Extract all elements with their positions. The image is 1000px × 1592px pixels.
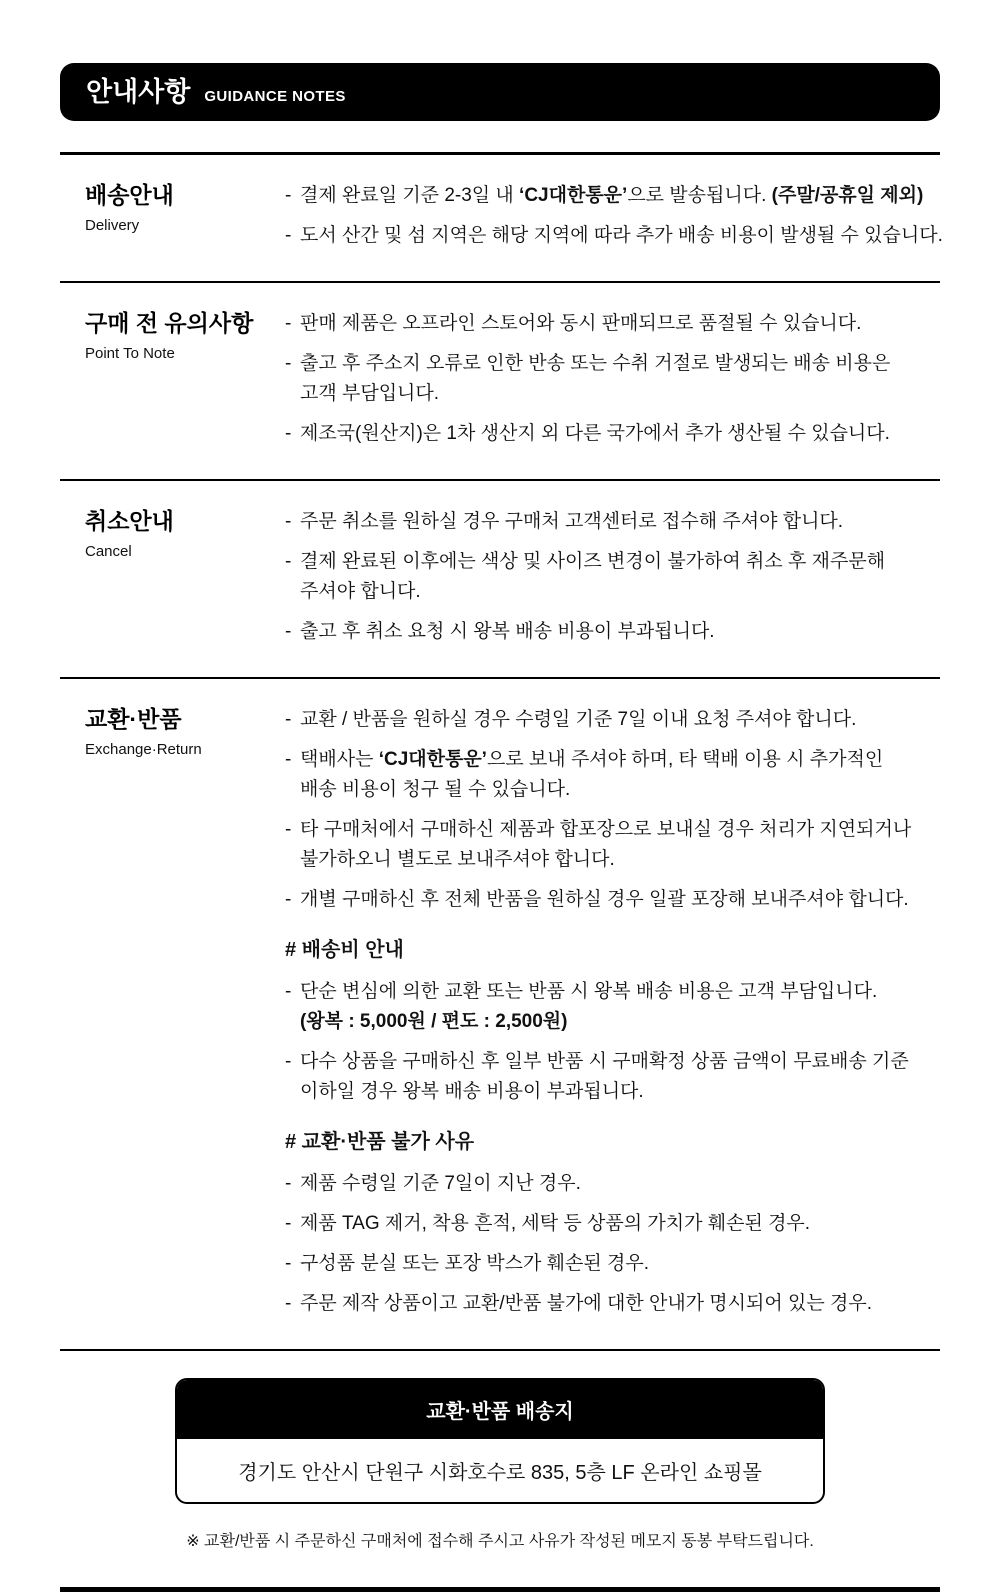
- bullet-dash: -: [285, 313, 292, 334]
- bullet-text: [300, 547, 940, 607]
- bullet-dash: -: [285, 749, 292, 770]
- bottom-divider: [60, 1587, 940, 1592]
- sections: [60, 155, 943, 1351]
- bullet-line: [300, 845, 940, 875]
- bullet-line: [300, 977, 940, 1007]
- bullet-line: [300, 577, 940, 607]
- bullet-line: [300, 181, 943, 211]
- bullet-line: [300, 885, 940, 915]
- bullet-line: [300, 1077, 940, 1107]
- bullet-line: [300, 815, 940, 845]
- bullet-line: [300, 547, 940, 577]
- bullet-line: [300, 705, 940, 735]
- bullet-text: [300, 745, 940, 805]
- text-segment: 개별 구매하신 후 전체 반품을 원하실 경우 일괄 포장해 보내주셔야 합니다.: [300, 889, 909, 910]
- bullet-item: [285, 885, 940, 915]
- bullet-text: [300, 705, 940, 735]
- bullet-line: [300, 379, 940, 409]
- bullet-item: [285, 221, 943, 251]
- bullet-item: [285, 419, 940, 449]
- bullet-dash: -: [285, 889, 292, 910]
- text-segment: 결제 완료된 이후에는 색상 및 사이즈 변경이 불가하여 취소 후 재주문해: [300, 551, 886, 572]
- section-subtitle: Delivery: [85, 216, 140, 234]
- text-segment: 출고 후 주소지 오류로 인한 반송 또는 수취 거절로 발생되는 배송 비용은: [300, 353, 891, 374]
- section-title: 교환·반품: [85, 706, 182, 732]
- guidance-notes-page: [60, 0, 943, 1592]
- return-address-box: [175, 1378, 825, 1504]
- section-content: [285, 181, 943, 251]
- text-segment: 다수 상품을 구매하신 후 일부 반품 시 구매확정 상품 금액이 무료배송 기준: [300, 1051, 909, 1072]
- text-segment: ‘CJ대한통운’: [519, 185, 628, 206]
- bullet-text: [300, 181, 943, 211]
- bullet-line: [300, 309, 940, 339]
- bullet-item: [285, 745, 940, 805]
- text-segment: 이하일 경우 왕복 배송 비용이 부과됩니다.: [300, 1081, 644, 1102]
- bullet-item: [285, 547, 940, 607]
- bullet-text: [300, 617, 940, 647]
- bullet-item: [285, 507, 940, 537]
- bullet-line: [300, 775, 940, 805]
- bullet-text: [300, 507, 940, 537]
- bullet-dash: -: [285, 551, 292, 572]
- bullet-dash: -: [285, 511, 292, 532]
- bullet-dash: -: [285, 225, 292, 246]
- bullet-item: [285, 1249, 940, 1279]
- section-subtitle: Point To Note: [85, 344, 175, 362]
- footer-note: ※ 교환/반품 시 주문하신 구매처에 접수해 주시고 사유가 작성된 메모지 동봉 부탁드립니다.: [186, 1533, 814, 1550]
- text-segment: 타 구매처에서 구매하신 제품과 합포장으로 보내실 경우 처리가 지연되거나: [300, 819, 912, 840]
- bullet-text: [300, 1169, 940, 1199]
- page-title: 안내사항: [86, 77, 191, 107]
- text-segment: 구성품 분실 또는 포장 박스가 훼손된 경우.: [300, 1253, 649, 1274]
- bullet-item: [285, 705, 940, 735]
- text-segment: 배송 비용이 청구 될 수 있습니다.: [300, 779, 571, 800]
- bullet-text: [300, 1249, 940, 1279]
- bullet-item: [285, 181, 943, 211]
- section-title: 구매 전 유의사항: [85, 310, 254, 336]
- text-segment: 고객 부담입니다.: [300, 383, 440, 404]
- bullet-line: [300, 1169, 940, 1199]
- bullet-text: [300, 815, 940, 875]
- bullet-dash: -: [285, 1173, 292, 1194]
- section-4: [60, 679, 940, 1349]
- section-title: 취소안내: [85, 508, 174, 534]
- text-segment: (왕복 : 5,000원 / 편도 : 2,500원): [300, 1011, 568, 1032]
- page-title-en: GUIDANCE NOTES: [204, 88, 346, 105]
- bullet-item: [285, 1209, 940, 1239]
- bullet-item: [285, 977, 940, 1037]
- section-label: [85, 309, 285, 449]
- subsection-heading: # 교환·반품 불가 사유: [285, 1131, 475, 1153]
- bullet-line: [300, 221, 943, 251]
- text-segment: 교환 / 반품을 원하실 경우 수령일 기준 7일 이내 요청 주셔야 합니다.: [300, 709, 857, 730]
- bullet-line: [300, 1289, 940, 1319]
- text-segment: 도서 산간 및 섬 지역은 해당 지역에 따라 추가 배송 비용이 발생될 수 있습니다.: [300, 225, 943, 246]
- bullet-dash: -: [285, 1051, 292, 1072]
- text-segment: 으로 보내 주셔야 하며, 타 택배 이용 시 추가적인: [486, 749, 884, 770]
- bullet-dash: -: [285, 981, 292, 1002]
- text-segment: 으로 발송됩니다.: [627, 185, 772, 206]
- section-3: [60, 481, 940, 677]
- return-address: 경기도 안산시 단원구 시화호수로 835, 5층 LF 온라인 쇼핑몰: [238, 1462, 762, 1484]
- bullet-text: [300, 349, 940, 409]
- bullet-text: [300, 221, 943, 251]
- bullet-line: [300, 617, 940, 647]
- bullet-dash: -: [285, 353, 292, 374]
- bullet-text: [300, 1047, 940, 1107]
- bullet-line: [300, 1047, 940, 1077]
- text-segment: 단순 변심에 의한 교환 또는 반품 시 왕복 배송 비용은 고객 부담입니다.: [300, 981, 878, 1002]
- bullet-dash: -: [285, 1293, 292, 1314]
- text-segment: 제품 수령일 기준 7일이 지난 경우.: [300, 1173, 581, 1194]
- text-segment: 주문 제작 상품이고 교환/반품 불가에 대한 안내가 명시되어 있는 경우.: [300, 1293, 872, 1314]
- bullet-dash: -: [285, 1213, 292, 1234]
- section-label: [85, 181, 285, 251]
- bullet-item: [285, 1047, 940, 1107]
- bullet-text: [300, 309, 940, 339]
- bullet-item: [285, 349, 940, 409]
- section-label: [85, 705, 285, 1319]
- text-segment: 불가하오니 별도로 보내주셔야 합니다.: [300, 849, 615, 870]
- text-segment: (주말/공휴일 제외): [771, 185, 924, 206]
- text-segment: 판매 제품은 오프라인 스토어와 동시 판매되므로 품절될 수 있습니다.: [300, 313, 862, 334]
- section-content: [285, 705, 940, 1319]
- bullet-dash: -: [285, 621, 292, 642]
- bullet-dash: -: [285, 1253, 292, 1274]
- bullet-item: [285, 1169, 940, 1199]
- section-subtitle: Exchange·Return: [85, 740, 202, 758]
- bullet-text: [300, 885, 940, 915]
- text-segment: 제품 TAG 제거, 착용 흔적, 세탁 등 상품의 가치가 훼손된 경우.: [300, 1213, 811, 1234]
- subsection-heading: # 배송비 안내: [285, 939, 404, 961]
- bullet-line: [300, 745, 940, 775]
- bullet-item: [285, 309, 940, 339]
- bullet-text: [300, 1289, 940, 1319]
- bullet-item: [285, 1289, 940, 1319]
- section-label: [85, 507, 285, 647]
- text-segment: 주셔야 합니다.: [300, 581, 421, 602]
- text-segment: 제조국(원산지)은 1차 생산지 외 다른 국가에서 추가 생산될 수 있습니다.: [300, 423, 890, 444]
- bullet-line: [300, 419, 940, 449]
- bullet-dash: -: [285, 423, 292, 444]
- footer: [60, 1351, 940, 1592]
- section-title: 배송안내: [85, 182, 174, 208]
- text-segment: 주문 취소를 원하실 경우 구매처 고객센터로 접수해 주셔야 합니다.: [300, 511, 844, 532]
- section-content: [285, 309, 940, 449]
- bullet-line: [300, 1209, 940, 1239]
- bullet-dash: -: [285, 819, 292, 840]
- bullet-text: [300, 1209, 940, 1239]
- guidance-notes-header-bar: [60, 63, 940, 121]
- text-segment: ‘CJ대한통운’: [378, 749, 487, 770]
- text-segment: 출고 후 취소 요청 시 왕복 배송 비용이 부과됩니다.: [300, 621, 715, 642]
- section-subtitle: Cancel: [85, 542, 132, 560]
- bullet-dash: -: [285, 185, 292, 206]
- return-address-box-title: 교환·반품 배송지: [177, 1380, 823, 1439]
- bullet-line: [300, 507, 940, 537]
- section-1: [60, 155, 943, 281]
- bullet-line: [300, 349, 940, 379]
- bullet-text: [300, 419, 940, 449]
- text-segment: 결제 완료일 기준 2-3일 내: [300, 185, 520, 206]
- bullet-line: [300, 1249, 940, 1279]
- bullet-line: [300, 1007, 940, 1037]
- bullet-item: [285, 617, 940, 647]
- bullet-text: [300, 977, 940, 1037]
- section-content: [285, 507, 940, 647]
- bullet-dash: -: [285, 709, 292, 730]
- section-2: [60, 283, 940, 479]
- bullet-item: [285, 815, 940, 875]
- text-segment: 택배사는: [300, 749, 379, 770]
